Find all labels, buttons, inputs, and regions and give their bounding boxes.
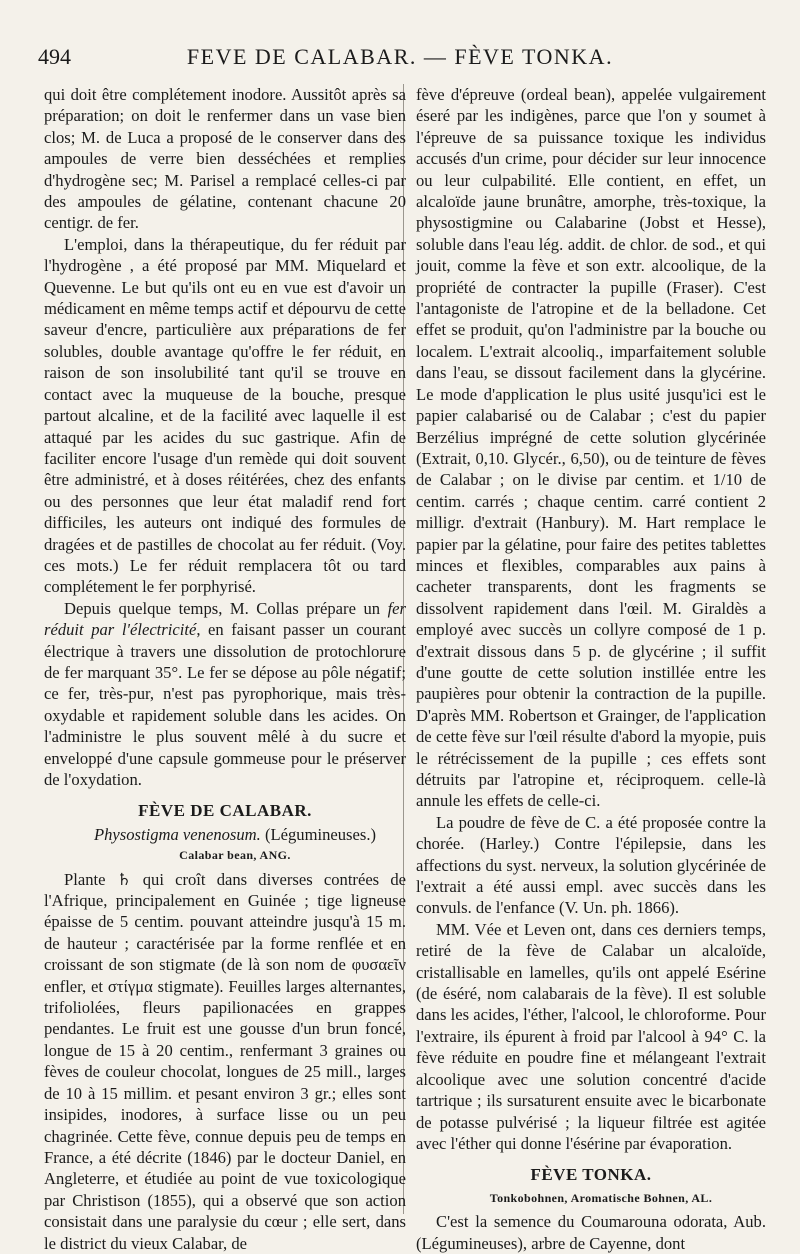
paragraph: qui doit être complétement inodore. Aussitôt après sa préparation; on doit le renfermer dans un vase bien clos; M. de Luca a proposé de le conserver dans des ampoules de verre bien desséchées et remplies d'hydrogène sec; M. Parisel a remplacé celles-ci par des ampoules de gélatine, contenant chacune 20 centigr. de fer. [44,85,406,233]
page-number: 494 [38,44,71,69]
paragraph: La poudre de fève de C. a été proposée contre la chorée. (Harley.) Contre l'épilepsie, dans les affections du syst. nerveux, la solution glycérinée de l'extrait a été aussi empl. avec succès dans les convuls. de l'enfance (V. Un. ph. 1866). [416,812,766,918]
right-column [416,84,766,1254]
common-name: Calabar bean, ANG. [179,848,291,863]
left-column [44,84,406,1254]
paragraph: C'est la semence du Coumarouna odorata, Aub. (Légumineuses), arbre de Cayenne, dont [416,1212,766,1253]
paragraph: L'emploi, dans la thérapeutique, du fer réduit par l'hydrogène , a été proposé par MM. Miquelard et Quevenne. Le but qu'ils ont eu en vue est d'avoir un médicament en même temps actif et dépourvu de cette saveur d'encre, particulière aux préparations de fer solubles, double avantage qu'offre le fer réduit, en raison de son insolubilité tant qu'il se trouve en contact avec la muqueuse de la bouche, presque partout alcaline, et de la facilité avec laquelle il est attaqué par les acides du suc gastrique. Afin de faciliter encore l'usage d'un remède qui doit souvent être administré, et à doses réitérées, chez des enfants ou des personnes que leur état maladif rend fort difficiles, les auteurs ont indiqué des formules de dragées et de pastilles de chocolat au fer réduit. (Voy. ces mots.) Le fer réduit remplacera tôt ou tard complétement le fer porphyrisé. [44,234,406,597]
paragraph: Plante ♄ qui croît dans diverses contrées de l'Afrique, principalement en Guinée ; tige ligneuse épaisse de 5 centim. pouvant atteindre jusqu'à 15 m. de hauteur ; caractérisée par la forme renflée et en croissant de son stigmate (de là son nom de φυσαεῖν enfler, et στίγμα stigmate). Feuilles larges alternantes, trifoliolées, fleurs papilionacées en grappes pendantes. Le fruit est une gousse d'un brun foncé, longue de 15 à 20 centim., renfermant 3 graines ou fèves de couleur chocolat, longues de 25 mill., larges de 10 à 15 millim. et pesant environ 3 gr.; elles sont insipides, inodores, à surface lisse ou un peu chagrinée. Cette fève, connue depuis peu de temps en France, a été décrite (1846) par le docteur Daniel, en Angleterre, et étudiée au point de vue toxicologique par Christison (1855), qui a observé que son action consistait dans une paralysie du cœur ; elle sert, dans le district du vieux Calabar, de [44,869,406,1253]
latin-name: Physostigma venenosum. (Légumineuses.) [93,824,377,844]
page-header [38,44,762,78]
common-name: Tonkobohnen, Aromatische Bohnen, AL. [489,1190,713,1205]
section-heading-tonka: FÈVE TONKA. [530,1165,652,1185]
emphasis: fer réduit par l'électricité [44,598,406,640]
paragraph: Depuis quelque temps, M. Collas prépare un fer réduit par l'électricité, en faisant passer un courant électrique à travers une dissolution de protochlorure de fer marquant 35°. Le fer se dépose au pôle négatif; ce fer, très-pur, n'est pas pyrophorique, mais très-oxydable et rapidement soluble dans les acides. On l'administre le plus souvent mêlé à du sucre et enveloppé d'une capsule gommeuse pour le préserver de l'oxydation. [44,598,406,789]
paragraph: MM. Vée et Leven ont, dans ces derniers temps, retiré de la fève de Calabar un alcaloïde, cristallisable en lamelles, qu'ils ont appelé Esérine (de éséré, nom calabarais de la fève). Il est soluble dans les acides, l'éther, l'alcool, le chloroforme. Pour l'extraire, ils épurent à froid par l'alcool à 94° C. la fève réduite en poudre fine et mélangeant l'extrait alcoolique avec une solution concentré d'acide tartrique ; ils sursaturent ensuite avec le bicarbonate de potasse pulvérisé ; la liqueur filtrée est agitée avec l'éther qui donne l'ésérine par évaporation. [416,919,766,1153]
paragraph: fève d'épreuve (ordeal bean), appelée vulgairement éseré par les indigènes, parce que l'on y soumet à l'épreuve de sa puissance toxique les individus accusés d'un crime, pour décider sur leur innocence ou leur culpabilité. Elle contient, en effet, un alcaloïde jaune brunâtre, amorphe, très-toxique, la physostigmine ou Calabarine (Jobst et Hesse), soluble dans l'eau lég. addit. de chlor. de sod., et qui jouit, comme la fève et son extr. alcoolique, de la propriété de contracter la pupille (Fraser). C'est l'antagoniste de l'atropine et de la belladone. Cet effet se produit, qu'on l'administre par la bouche ou localem. L'extrait alcooliq., imparfaitement soluble dans l'eau, se dissout facilement dans la glycérine. Le mode d'application le plus usité jusqu'ici est le papier calabarisé ou de Calabar ; c'est du papier Berzélius imprégné de cette solution glycérinée (Extrait, 0,10. Glycér., 6,50), ou de teinture de fèves de Calabar ; on le divise par centim. et 1/10 de centim. carrés ; chaque centim. carré contient 2 milligr. d'extrait (Hanbury). M. Hart remplace le papier par la gélatine, pour faire des petites tablettes minces et flexibles, comparables aux pains à cacheter transparents, dont les fragments se dissolvent rapidement dans l'œil. M. Giraldès a employé avec succès un collyre composé de 1 p. d'extrait dissous dans 5 p. de glycérine ; il suffit d'une goutte de cette solution instillée entre les paupières pour obtenir la contraction de la pupille. D'après MM. Robertson et Grainger, de l'application de cette fève sur l'œil résulte d'abord la myopie, puis le rétrécissement de la pupille ; ces effets sont détruits par l'atropine et, réciproquem. celle-là annule les effets de celle-ci. [416,85,766,811]
section-heading-calabar: FÈVE DE CALABAR. [138,801,312,821]
running-title: FEVE DE CALABAR. — FÈVE TONKA. [186,44,614,69]
